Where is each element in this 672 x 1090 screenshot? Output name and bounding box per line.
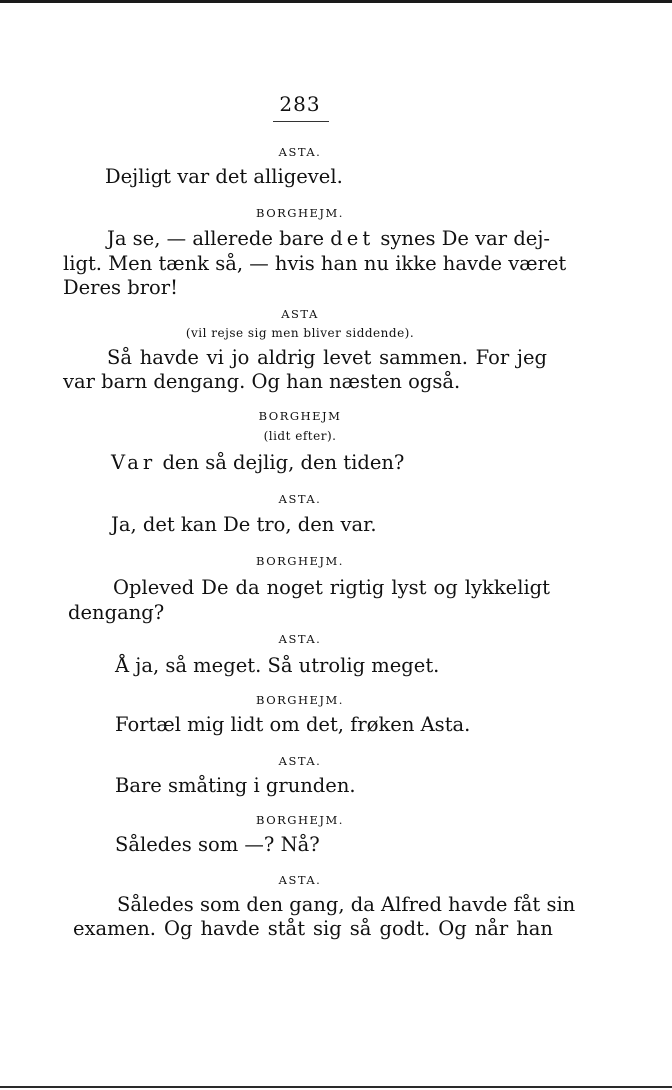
speaker-label: BORGHEJM bbox=[258, 409, 342, 423]
dialogue-line: Deres bror! bbox=[63, 276, 178, 299]
dialogue-line: Således som —? Nå? bbox=[115, 833, 320, 856]
emphasized-word: Var bbox=[111, 451, 157, 474]
dialogue-line bbox=[107, 227, 550, 251]
speaker-label: ASTA. bbox=[278, 754, 322, 768]
text-fragment: den så dejlig, den tiden? bbox=[156, 451, 405, 474]
speaker-label: ASTA. bbox=[278, 873, 322, 887]
dialogue-line: examen. Og havde ståt sig så godt. Og når han bbox=[73, 917, 553, 940]
speaker-label: BORGHEJM. bbox=[256, 813, 344, 827]
dialogue-line: dengang? bbox=[68, 601, 165, 624]
dialogue-line: Ja, det kan De tro, den var. bbox=[111, 513, 377, 536]
dialogue-line: Å ja, så meget. Så utrolig meget. bbox=[115, 654, 440, 677]
page-bottom-edge bbox=[0, 1086, 672, 1088]
dialogue-line: Fortæl mig lidt om det, frøken Asta. bbox=[115, 713, 471, 736]
speaker-label: BORGHEJM. bbox=[256, 554, 344, 568]
speaker-label: ASTA. bbox=[278, 632, 322, 646]
dialogue-line: Opleved De da noget rigtig lyst og lykkeligt bbox=[113, 576, 550, 599]
dialogue-line: ligt. Men tænk så, — hvis han nu ikke havde været bbox=[63, 252, 567, 275]
text-fragment: Ja se, — allerede bare bbox=[107, 227, 331, 250]
dialogue-line: var barn dengang. Og han næsten også. bbox=[63, 370, 461, 393]
stage-direction: (lidt efter). bbox=[263, 429, 337, 443]
dialogue-line: Dejligt var det alligevel. bbox=[105, 165, 343, 188]
speaker-label: ASTA. bbox=[278, 145, 322, 159]
page-number: 283 bbox=[279, 92, 321, 116]
stage-direction: (vil rejse sig men bliver siddende). bbox=[185, 326, 415, 340]
dialogue-line: Således som den gang, da Alfred havde fåt sin bbox=[117, 893, 576, 916]
dialogue-line bbox=[111, 451, 404, 475]
page-number-rule bbox=[273, 121, 329, 122]
emphasized-word: det bbox=[330, 227, 375, 250]
speaker-label: BORGHEJM. bbox=[256, 693, 344, 707]
text-fragment: synes De var dej- bbox=[374, 227, 550, 250]
speaker-label: BORGHEJM. bbox=[256, 206, 344, 220]
speaker-label: ASTA. bbox=[278, 492, 322, 506]
dialogue-line: Bare småting i grunden. bbox=[115, 774, 356, 797]
dialogue-line: Så havde vi jo aldrig levet sammen. For jeg bbox=[107, 346, 547, 369]
speaker-label: ASTA bbox=[281, 307, 319, 321]
page-top-edge bbox=[0, 0, 672, 3]
